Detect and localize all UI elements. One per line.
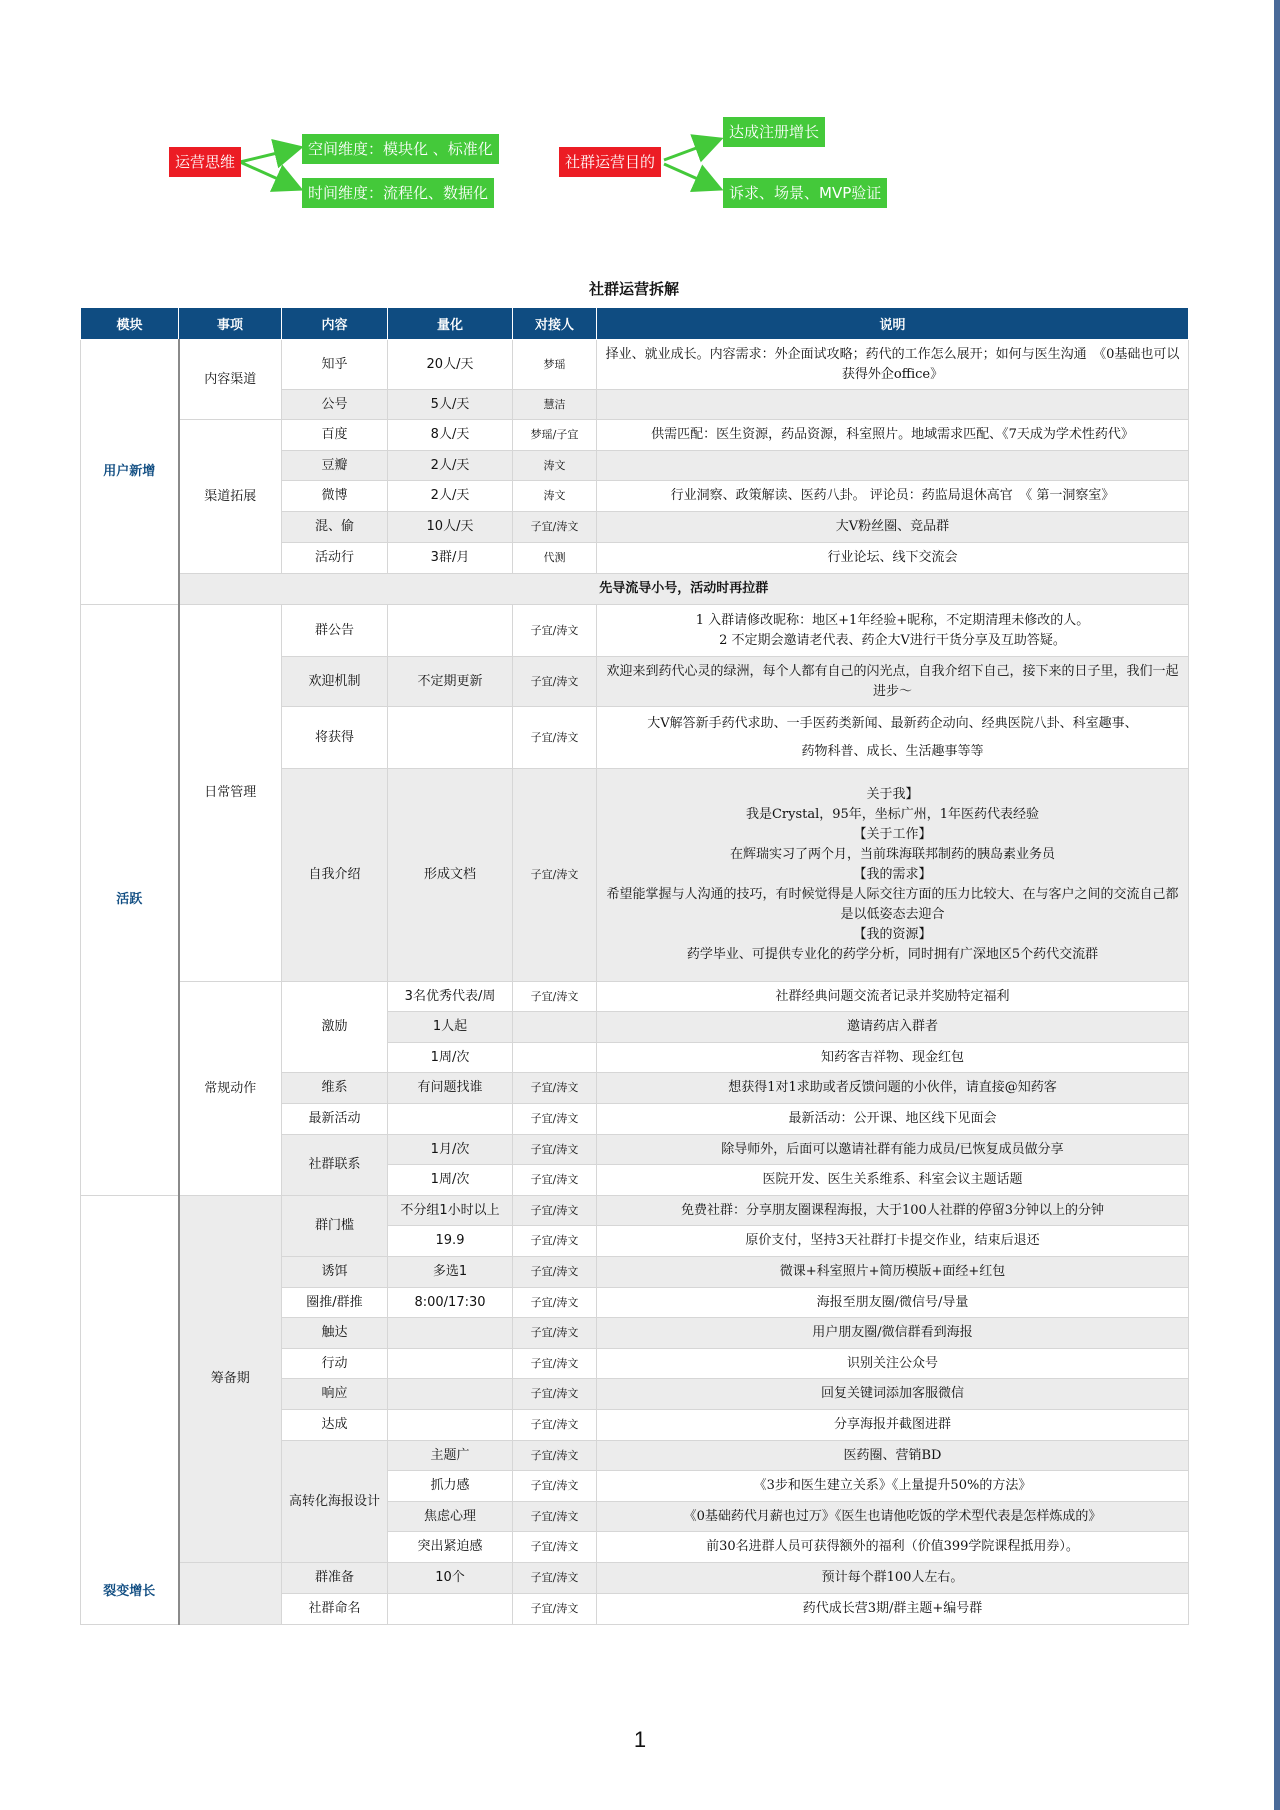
contact-cell: 子宜/涛文 — [513, 1196, 597, 1226]
description-cell: 回复关键词添加客服微信 — [597, 1379, 1189, 1410]
contact-cell: 子宜/涛文 — [513, 1226, 597, 1257]
contact-cell: 子宜/涛文 — [513, 769, 597, 982]
description-cell: 微课+科室照片+简历模版+面经+红包 — [597, 1257, 1189, 1288]
quantify-cell: 8人/天 — [388, 420, 513, 451]
header-module: 模块 — [81, 308, 179, 340]
description-cell: 医院开发、医生关系维系、科室会议主题话题 — [597, 1165, 1189, 1196]
description-cell — [597, 390, 1189, 420]
contact-cell: 子宜/涛文 — [513, 1532, 597, 1563]
content-cell: 激励 — [282, 982, 388, 1073]
content-cell: 自我介绍 — [282, 769, 388, 982]
content-cell: 诱饵 — [282, 1257, 388, 1288]
quantify-cell: 5人/天 — [388, 390, 513, 420]
description-cell: 行业洞察、政策解读、医药八卦。 评论员：药监局退休高官 《 第一洞察室》 — [597, 481, 1189, 512]
mindmap-branch-time: 时间维度：流程化、数据化 — [302, 178, 494, 208]
quantify-cell: 19.9 — [388, 1226, 513, 1257]
description-cell: 用户朋友圈/微信群看到海报 — [597, 1318, 1189, 1349]
quantify-cell: 突出紧迫感 — [388, 1532, 513, 1563]
quantify-cell: 3群/月 — [388, 543, 513, 574]
contact-cell: 子宜/涛文 — [513, 1563, 597, 1594]
content-cell: 欢迎机制 — [282, 657, 388, 707]
module-cell: 裂变增长 — [81, 1196, 179, 1625]
quantify-cell: 不定期更新 — [388, 657, 513, 707]
description-cell: 大V粉丝圈、竞品群 — [597, 512, 1189, 543]
contact-cell: 涛文 — [513, 481, 597, 512]
contact-cell: 子宜/涛文 — [513, 1594, 597, 1625]
quantify-cell: 形成文档 — [388, 769, 513, 982]
description-cell: 择业、就业成长。内容需求：外企面试攻略；药代的工作怎么展开；如何与医生沟通 《0基础也可以获得外企office》 — [597, 340, 1189, 390]
description-cell: 《0基础药代月薪也过万》《医生也请他吃饭的学术型代表是怎样炼成的》 — [597, 1502, 1189, 1532]
quantify-cell — [388, 605, 513, 657]
mindmap-branch-registration: 达成注册增长 — [723, 117, 825, 147]
table-title: 社群运营拆解 — [588, 280, 679, 298]
header-quantify: 量化 — [388, 308, 513, 340]
description-cell: 邀请药店入群者 — [597, 1012, 1189, 1043]
content-cell: 群门槛 — [282, 1196, 388, 1257]
quantify-cell — [388, 1379, 513, 1410]
quantify-cell: 1月/次 — [388, 1135, 513, 1165]
contact-cell: 梦瑶 — [513, 340, 597, 390]
contact-cell: 子宜/涛文 — [513, 1471, 597, 1502]
description-cell: 原价支付，坚持3天社群打卡提交作业，结束后退还 — [597, 1226, 1189, 1257]
contact-cell: 代测 — [513, 543, 597, 574]
description-cell: 关于我】 我是Crystal，95年，坐标广州，1年医药代表经验 【关于工作】 在辉瑞实习了两个月，当前珠海联邦制药的胰岛素业务员 【我的需求】 希望能掌握与人沟通的技巧，有时候觉得是人际交往方面的压力比较大、在与客户之间的交流自己都是以低姿态去迎合 【我的资源】 药学毕业、可提供专业化的药学分析，同时拥有广深地区5个药代交流群 — [597, 769, 1189, 982]
description-cell: 识别关注公众号 — [597, 1349, 1189, 1379]
contact-cell — [513, 1012, 597, 1043]
scrollbar[interactable] — [1274, 0, 1280, 1810]
quantify-cell: 1周/次 — [388, 1043, 513, 1073]
contact-cell: 子宜/涛文 — [513, 1288, 597, 1318]
quantify-cell: 20人/天 — [388, 340, 513, 390]
table-row — [81, 340, 1189, 390]
description-cell: 前30名进群人员可获得额外的福利（价值399学院课程抵用券）。 — [597, 1532, 1189, 1563]
mindmap-root-ops-thinking: 运营思维 — [169, 147, 241, 177]
quantify-cell: 不分组1小时以上 — [388, 1196, 513, 1226]
content-cell: 将获得 — [282, 707, 388, 769]
item-cell: 常规动作 — [179, 982, 282, 1196]
quantify-cell: 有问题找谁 — [388, 1073, 513, 1104]
description-cell: 免费社群：分享朋友圈课程海报，大于100人社群的停留3分钟以上的分钟 — [597, 1196, 1189, 1226]
description-cell: 行业论坛、线下交流会 — [597, 543, 1189, 574]
description-cell: 社群经典问题交流者记录并奖励特定福利 — [597, 982, 1189, 1012]
contact-cell: 子宜/涛文 — [513, 982, 597, 1012]
operations-table — [80, 307, 1189, 1625]
quantify-cell: 焦虑心理 — [388, 1502, 513, 1532]
content-cell: 达成 — [282, 1410, 388, 1441]
quantify-cell: 主题广 — [388, 1441, 513, 1471]
description-cell: 预计每个群100人左右。 — [597, 1563, 1189, 1594]
quantify-cell: 8:00/17:30 — [388, 1288, 513, 1318]
banner-cell: 先导流导小号，活动时再拉群 — [179, 574, 1189, 605]
contact-cell: 子宜/涛文 — [513, 1165, 597, 1196]
quantify-cell: 1人起 — [388, 1012, 513, 1043]
content-cell: 社群命名 — [282, 1594, 388, 1625]
content-cell: 群公告 — [282, 605, 388, 657]
mindmap-branch-validation: 诉求、场景、MVP验证 — [723, 178, 887, 208]
contact-cell: 子宜/涛文 — [513, 1104, 597, 1135]
description-cell: 供需匹配：医生资源，药品资源，科室照片。地域需求匹配、《7天成为学术性药代》 — [597, 420, 1189, 451]
table-row — [81, 420, 1189, 451]
contact-cell: 梦瑶/子宜 — [513, 420, 597, 451]
content-cell: 行动 — [282, 1349, 388, 1379]
quantify-cell: 10个 — [388, 1563, 513, 1594]
content-cell: 群准备 — [282, 1563, 388, 1594]
description-cell: 《3步和医生建立关系》《上量提升50%的方法》 — [597, 1471, 1189, 1502]
description-cell: 1 入群请修改昵称：地区+1年经验+昵称，不定期清理未修改的人。 2 不定期会邀请老代表、药企大V进行干货分享及互助答疑。 — [597, 605, 1189, 657]
quantify-cell: 2人/天 — [388, 481, 513, 512]
quantify-cell: 10人/天 — [388, 512, 513, 543]
description-cell: 药代成长营3期/群主题+编号群 — [597, 1594, 1189, 1625]
content-cell: 混、偷 — [282, 512, 388, 543]
table-row — [81, 1196, 1189, 1226]
item-cell-empty — [179, 1563, 282, 1625]
quantify-cell: 1周/次 — [388, 1165, 513, 1196]
quantify-cell — [388, 1594, 513, 1625]
mindmap-branch-space: 空间维度：模块化 、标准化 — [302, 134, 499, 164]
quantify-cell: 2人/天 — [388, 451, 513, 481]
contact-cell: 子宜/涛文 — [513, 605, 597, 657]
quantify-cell — [388, 1318, 513, 1349]
item-cell: 内容渠道 — [179, 340, 282, 420]
content-cell: 高转化海报设计 — [282, 1441, 388, 1563]
table-row — [81, 1563, 1189, 1594]
quantify-cell — [388, 707, 513, 769]
contact-cell — [513, 1043, 597, 1073]
description-cell: 海报至朋友圈/微信号/导量 — [597, 1288, 1189, 1318]
description-cell: 最新活动：公开课、地区线下见面会 — [597, 1104, 1189, 1135]
description-cell: 大V解答新手药代求助、一手医药类新闻、最新药企动向、经典医院八卦、科室趣事、 药物科普、成长、生活趣事等等 — [597, 707, 1189, 769]
item-cell: 筹备期 — [179, 1196, 282, 1563]
content-cell: 豆瓣 — [282, 451, 388, 481]
contact-cell: 子宜/涛文 — [513, 1349, 597, 1379]
page-number: 1 — [633, 1727, 647, 1752]
header-description: 说明 — [597, 308, 1189, 340]
contact-cell: 子宜/涛文 — [513, 1073, 597, 1104]
content-cell: 微博 — [282, 481, 388, 512]
description-cell: 想获得1对1求助或者反馈问题的小伙伴，请直接@知药客 — [597, 1073, 1189, 1104]
content-cell: 活动行 — [282, 543, 388, 574]
content-cell: 公号 — [282, 390, 388, 420]
table-row — [81, 982, 1189, 1012]
content-cell: 圈推/群推 — [282, 1288, 388, 1318]
quantify-cell — [388, 1349, 513, 1379]
description-cell: 除导师外，后面可以邀请社群有能力成员/已恢复成员做分享 — [597, 1135, 1189, 1165]
header-item: 事项 — [179, 308, 282, 340]
mindmap-connectors — [0, 0, 1280, 260]
module-cell: 活跃 — [81, 605, 179, 1196]
content-cell: 社群联系 — [282, 1135, 388, 1196]
quantify-cell — [388, 1104, 513, 1135]
content-cell: 知乎 — [282, 340, 388, 390]
content-cell: 触达 — [282, 1318, 388, 1349]
contact-cell: 子宜/涛文 — [513, 1502, 597, 1532]
quantify-cell — [388, 1410, 513, 1441]
contact-cell: 子宜/涛文 — [513, 707, 597, 769]
header-contact: 对接人 — [513, 308, 597, 340]
description-cell — [597, 451, 1189, 481]
item-cell: 日常管理 — [179, 605, 282, 982]
description-cell: 欢迎来到药代心灵的绿洲，每个人都有自己的闪光点，自我介绍下自己，接下来的日子里，我们一起进步～ — [597, 657, 1189, 707]
contact-cell: 子宜/涛文 — [513, 1318, 597, 1349]
contact-cell: 子宜/涛文 — [513, 657, 597, 707]
quantify-cell: 多选1 — [388, 1257, 513, 1288]
content-cell: 响应 — [282, 1379, 388, 1410]
description-cell: 分享海报并截图进群 — [597, 1410, 1189, 1441]
contact-cell: 子宜/涛文 — [513, 1257, 597, 1288]
item-cell: 渠道拓展 — [179, 420, 282, 574]
contact-cell: 子宜/涛文 — [513, 1410, 597, 1441]
quantify-cell: 抓力感 — [388, 1471, 513, 1502]
description-cell: 医药圈、营销BD — [597, 1441, 1189, 1471]
contact-cell: 子宜/涛文 — [513, 1379, 597, 1410]
module-cell: 用户新增 — [81, 340, 179, 605]
header-content: 内容 — [282, 308, 388, 340]
table-header-row — [81, 308, 1189, 340]
table-row — [81, 605, 1189, 657]
contact-cell: 子宜/涛文 — [513, 512, 597, 543]
contact-cell: 涛文 — [513, 451, 597, 481]
contact-cell: 子宜/涛文 — [513, 1135, 597, 1165]
quantify-cell: 3名优秀代表/周 — [388, 982, 513, 1012]
content-cell: 最新活动 — [282, 1104, 388, 1135]
content-cell: 维系 — [282, 1073, 388, 1104]
banner-row — [81, 574, 1189, 605]
contact-cell: 慧洁 — [513, 390, 597, 420]
content-cell: 百度 — [282, 420, 388, 451]
description-cell: 知药客吉祥物、现金红包 — [597, 1043, 1189, 1073]
mindmap-root-community-goal: 社群运营目的 — [559, 147, 661, 177]
contact-cell: 子宜/涛文 — [513, 1441, 597, 1471]
